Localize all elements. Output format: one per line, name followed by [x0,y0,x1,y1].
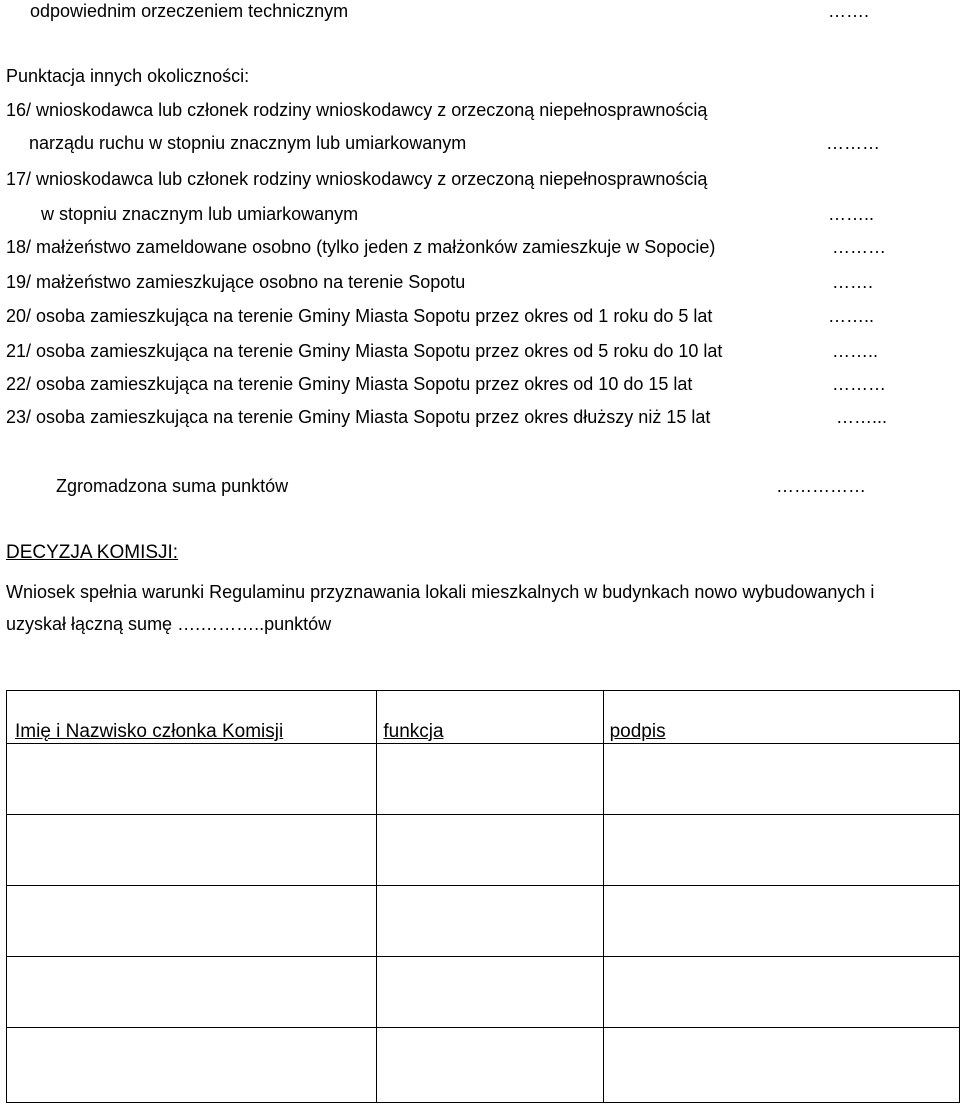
cell-function[interactable] [377,815,603,886]
item-19-dots: ……. [832,272,874,292]
item-17-line1: 17/ wnioskodawca lub członek rodziny wnioskodawcy z orzeczoną niepełnosprawnością [6,169,708,189]
item-23-line1: 23/ osoba zamieszkująca na terenie Gminy Miasta Sopotu przez okres dłuższy niż 15 lat [6,407,711,427]
cell-name[interactable] [7,886,377,957]
cell-signature[interactable] [603,886,959,957]
item-16-line2: narządu ruchu w stopniu znacznym lub umiarkowanym [29,133,467,153]
item-21-dots: …….. [832,341,879,361]
total-label: Zgromadzona suma punktów [56,476,289,496]
item-16-line1: 16/ wnioskodawca lub członek rodziny wnioskodawcy z orzeczoną niepełnosprawnością [6,100,708,120]
item-22-dots: ……… [832,374,886,394]
cell-signature[interactable] [603,815,959,886]
header-function-label: funkcja [383,721,444,742]
item-19-line1: 19/ małżeństwo zamieszkujące osobno na terenie Sopotu [6,272,466,292]
top-line-text: odpowiednim orzeczeniem technicznym [30,1,349,21]
table-row [7,744,960,815]
section-title: Punktacja innych okoliczności: [6,66,250,86]
item-18-line1: 18/ małżeństwo zameldowane osobno (tylko jeden z małżonków zamieszkuje w Sopocie) [6,237,716,257]
cell-function[interactable] [377,1028,603,1103]
table-row [7,1028,960,1103]
item-18-dots: ……… [832,237,886,257]
cell-signature[interactable] [603,957,959,1028]
item-16-dots: ……… [826,133,880,153]
cell-name[interactable] [7,744,377,815]
item-17-line2: w stopniu znacznym lub umiarkowanym [41,204,359,224]
total-dots: …………… [776,476,866,496]
table-row [7,957,960,1028]
header-cell-signature [603,691,959,744]
cell-name[interactable] [7,1028,377,1103]
item-23-dots: ……... [836,407,888,427]
cell-name[interactable] [7,957,377,1028]
item-20-line1: 20/ osoba zamieszkująca na terenie Gminy Miasta Sopotu przez okres od 1 roku do 5 lat [6,306,713,326]
header-cell-function [377,691,603,744]
header-name-label: Imię i Nazwisko członka Komisji [15,721,284,742]
header-signature-label: podpis [609,721,666,742]
cell-function[interactable] [377,886,603,957]
cell-signature[interactable] [603,744,959,815]
cell-signature[interactable] [603,1028,959,1103]
cell-function[interactable] [377,744,603,815]
signature-table-header-row [7,691,960,744]
decision-line1: Wniosek spełnia warunki Regulaminu przyznawania lokali mieszkalnych w budynkach nowo wybudowanych i [6,582,875,602]
item-21-line1: 21/ osoba zamieszkująca na terenie Gminy Miasta Sopotu przez okres od 5 roku do 10 lat [6,341,723,361]
decision-line2: uzyskał łączną sumę ….………..punktów [6,614,332,634]
table-row [7,815,960,886]
item-20-dots: …….. [828,306,875,326]
header-cell-name [7,691,377,744]
decision-heading: DECYZJA KOMISJI: [6,542,179,563]
table-row [7,886,960,957]
cell-function[interactable] [377,957,603,1028]
cell-name[interactable] [7,815,377,886]
signature-table [6,690,960,1103]
item-22-line1: 22/ osoba zamieszkująca na terenie Gminy Miasta Sopotu przez okres od 10 do 15 lat [6,374,693,394]
top-line-dots: ……. [828,1,870,21]
item-17-dots: …….. [828,204,875,224]
